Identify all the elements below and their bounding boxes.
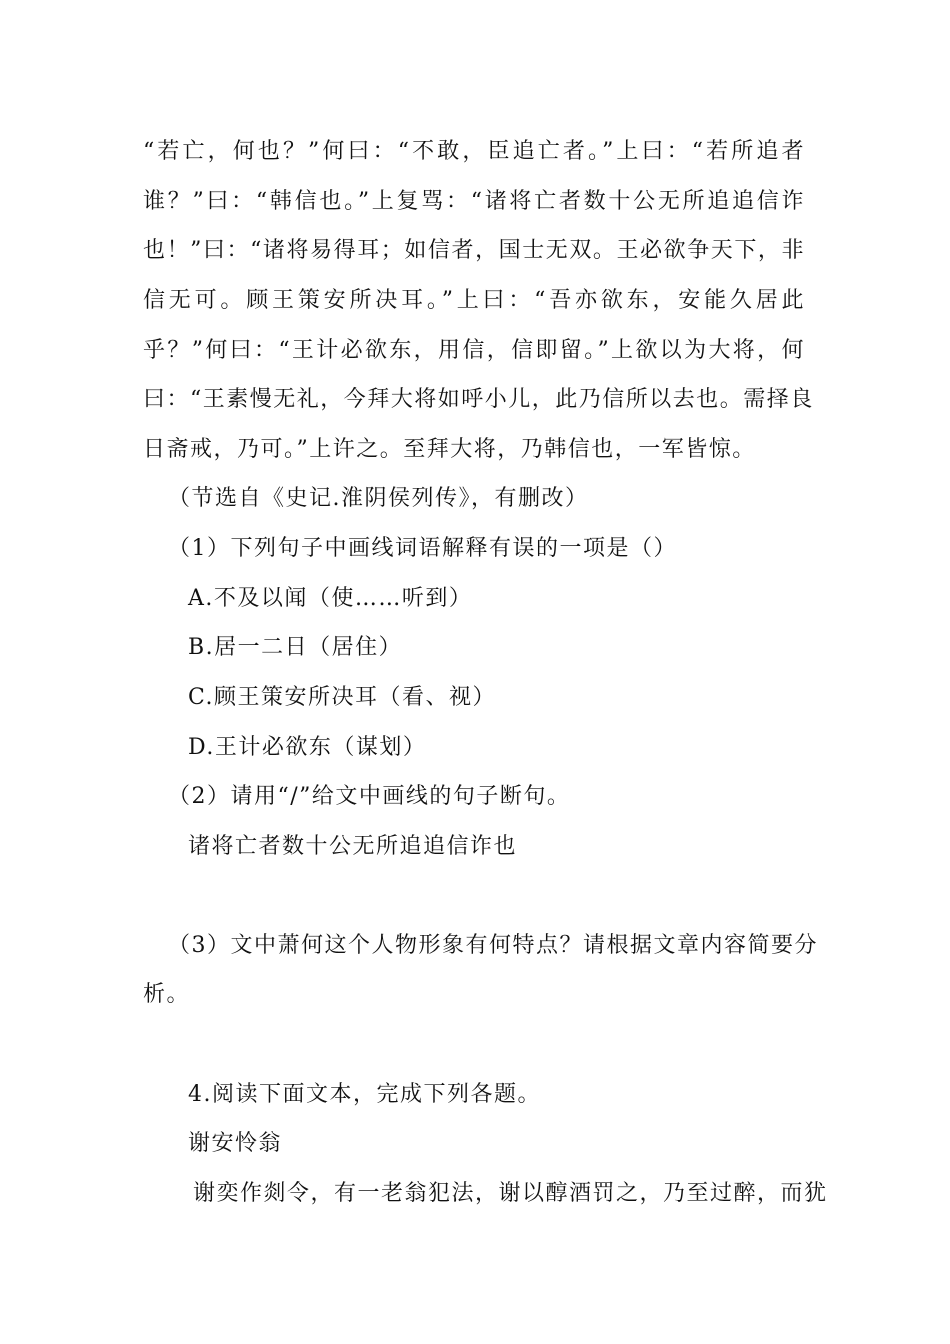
question-1-option-c: C.顾王策安所决耳（看、视） xyxy=(188,685,497,710)
question-2-sentence: 诸将亡者数十公无所追追信诈也 xyxy=(188,834,518,859)
question-3-line-2: 析。 xyxy=(143,982,191,1007)
source-note: （节选自《史记.淮阴侯列传》，有删改） xyxy=(168,486,589,511)
passage-line-7: 日斋戒，乃可。”上许之。至拜大将，乃韩信也，一军皆惊。 xyxy=(143,437,756,462)
question-2-stem: （2）请用“/”给文中画线的句子断句。 xyxy=(168,784,571,809)
passage-line-4: 信无可。顾王策安所决耳。”上曰：“吾亦欲东，安能久居此 xyxy=(143,288,805,313)
passage-line-2: 谁？”曰：“韩信也。”上复骂：“诸将亡者数十公无所追追信诈 xyxy=(143,189,805,214)
question-3-line-1: （3）文中萧何这个人物形象有何特点？请根据文章内容简要分 xyxy=(168,933,818,958)
question-1-option-b: B.居一二日（居住） xyxy=(188,635,403,660)
section-4-first-line: 谢奕作剡令，有一老翁犯法，谢以醇酒罚之，乃至过醉，而犹 xyxy=(193,1181,828,1206)
question-1-stem: （1）下列句子中画线词语解释有误的一项是（） xyxy=(168,536,677,561)
section-4-title: 谢安怜翁 xyxy=(188,1131,283,1156)
passage-line-1: “若亡，何也？”何曰：“不敢，臣追亡者。”上曰：“若所追者 xyxy=(143,139,805,164)
passage-line-5: 乎？”何曰：“王计必欲东，用信，信即留。”上欲以为大将，何 xyxy=(143,338,805,363)
passage-line-6: 曰：“王素慢无礼，今拜大将如呼小儿，此乃信所以去也。需择良 xyxy=(143,387,814,412)
question-1-option-a: A.不及以闻（使……听到） xyxy=(188,586,473,611)
question-1-option-d: D.王计必欲东（谋划） xyxy=(188,735,427,760)
section-4-heading: 4.阅读下面文本，完成下列各题。 xyxy=(188,1082,541,1107)
passage-line-3: 也！”曰：“诸将易得耳；如信者，国士无双。王必欲争天下，非 xyxy=(143,238,805,263)
